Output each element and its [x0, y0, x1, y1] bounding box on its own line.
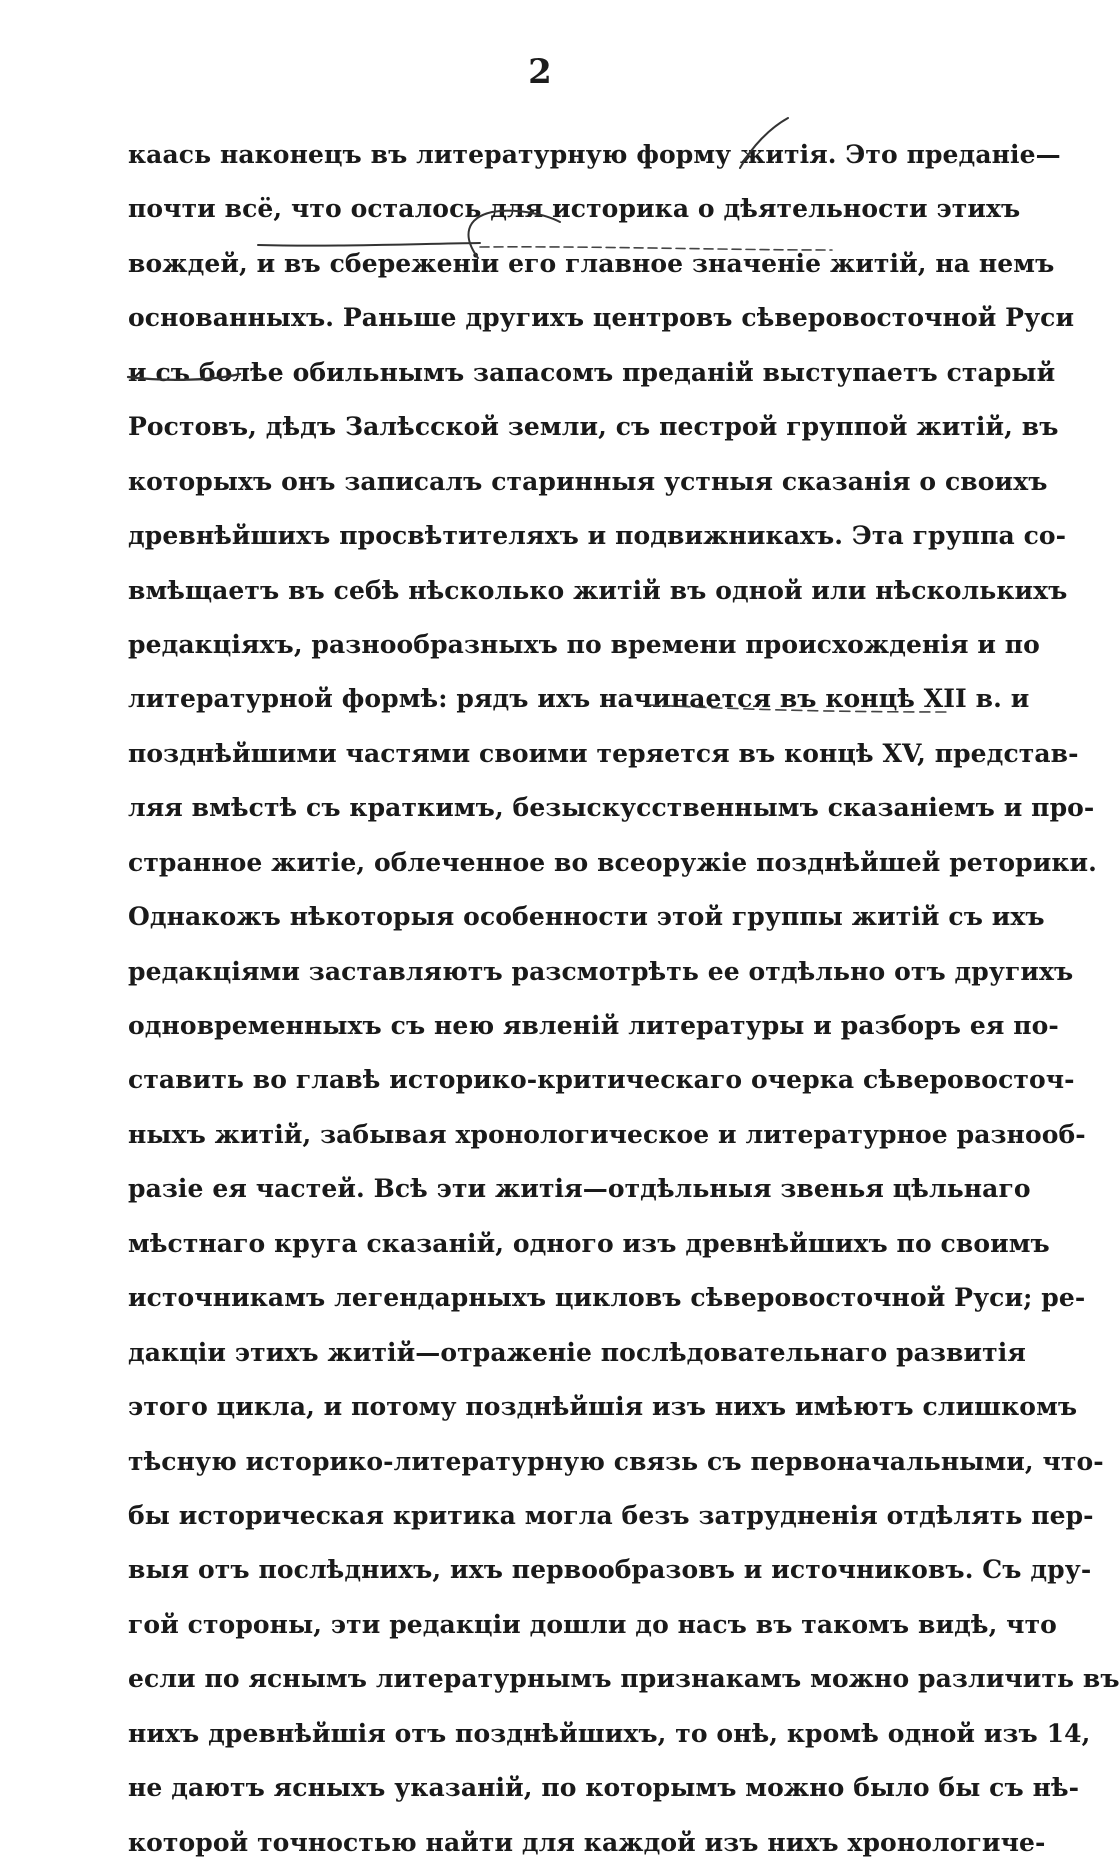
text-line: которыхъ онъ записалъ старинныя устныя сказанія о своихъ	[128, 466, 1048, 496]
text-line: древнѣйшихъ просвѣтителяхъ и подвижникахъ. Эта группа со-	[128, 521, 1067, 551]
text-line: не даютъ ясныхъ указаній, по которымъ можно было бы съ нѣ-	[128, 1773, 1080, 1803]
text-line: нихъ древнѣйшія отъ позднѣйшихъ, то онѣ, кромѣ одной изъ 14,	[128, 1718, 1091, 1748]
text-line: источникамъ легендарныхъ цикловъ сѣверовосточной Руси; ре-	[128, 1283, 1086, 1313]
text-line: основанныхъ. Раньше другихъ центровъ сѣверовосточной Руси	[128, 303, 1075, 333]
text-line: редакціяхъ, разнообразныхъ по времени происхожденія и по	[128, 629, 1040, 659]
body-text	[128, 128, 1120, 1870]
text-line: которой точностью найти для каждой изъ нихъ хронологиче-	[128, 1827, 1046, 1857]
text-line: почти всё, что осталось для историка о дѣятельности этихъ	[128, 194, 1021, 224]
text-line: и съ болѣе обильнымъ запасомъ преданій выступаетъ старый	[128, 357, 1056, 387]
text-line: дакціи этихъ житій—отраженіе послѣдовательнаго развитія	[128, 1337, 1026, 1367]
text-line: если по яснымъ литературнымъ признакамъ можно различить въ	[128, 1664, 1120, 1694]
text-line: разіе ея частей. Всѣ эти житія—отдѣльныя звенья цѣльнаго	[128, 1174, 1031, 1204]
text-line: вмѣщаетъ въ себѣ нѣсколько житій въ одной или нѣсколькихъ	[128, 575, 1068, 605]
text-line: мѣстнаго круга сказаній, одного изъ древнѣйшихъ по своимъ	[128, 1228, 1050, 1258]
text-line: вождей, и въ сбереженіи его главное значеніе житій, на немъ	[128, 248, 1055, 278]
text-line: литературной формѣ: рядъ ихъ начинается въ концѣ XII в. и	[128, 684, 1030, 714]
text-line: одновременныхъ съ нею явленій литературы и разборъ ея по-	[128, 1011, 1059, 1040]
text-line: тѣсную историко-литературную связь съ первоначальными, что-	[128, 1446, 1104, 1476]
text-line: странное житіе, облеченное во всеоружіе позднѣйшей реторики.	[128, 847, 1097, 877]
text-line: этого цикла, и потому позднѣйшія изъ нихъ имѣютъ слишкомъ	[128, 1392, 1078, 1422]
text-line: бы историческая критика могла безъ затрудненія отдѣлять пер-	[128, 1500, 1094, 1530]
text-line: позднѣйшими частями своими теряется въ концѣ XV, представ-	[128, 738, 1079, 768]
text-line: выя отъ послѣднихъ, ихъ первообразовъ и источниковъ. Съ дру-	[128, 1555, 1092, 1585]
text-line: ставить во главѣ историко-критическаго очерка сѣверовосточ-	[128, 1065, 1075, 1095]
text-line: Ростовъ, дѣдъ Залѣсской земли, съ пестрой группой житій, въ	[128, 412, 1059, 442]
text-line: каась наконецъ въ литературную форму житія. Это преданіе—	[128, 140, 1061, 169]
text-line: редакціями заставляютъ разсмотрѣть ее отдѣльно отъ другихъ	[128, 956, 1074, 986]
page-number: 2	[528, 52, 552, 92]
text-line: Однакожъ нѣкоторыя особенности этой группы житій съ ихъ	[128, 902, 1045, 932]
text-line: ляя вмѣстѣ съ краткимъ, безыскусственнымъ сказаніемъ и про-	[128, 793, 1095, 823]
text-line: гой стороны, эти редакціи дошли до насъ въ такомъ видѣ, что	[128, 1609, 1057, 1639]
text-line: ныхъ житій, забывая хронологическое и литературное разнооб-	[128, 1119, 1086, 1149]
